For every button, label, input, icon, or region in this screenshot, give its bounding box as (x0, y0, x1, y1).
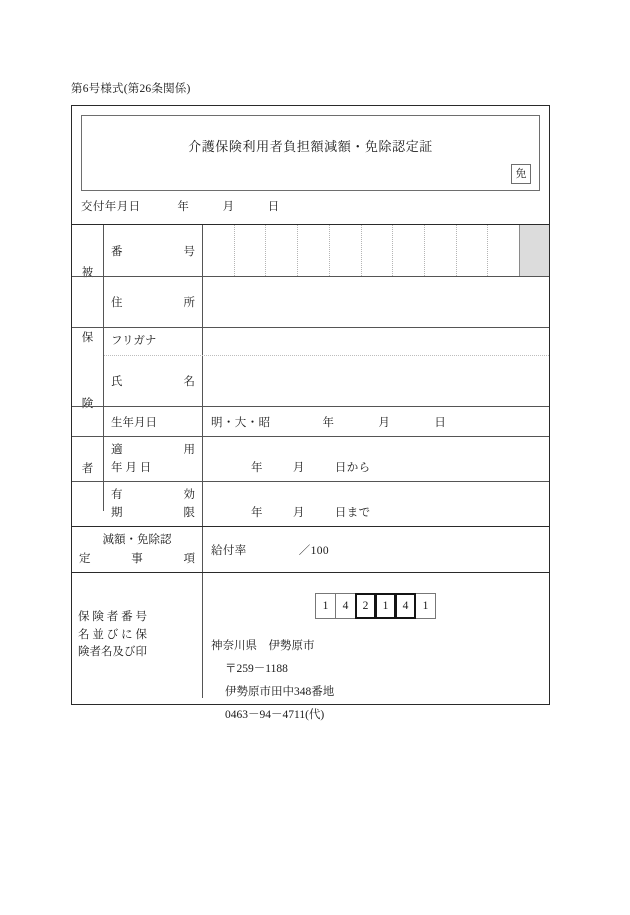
valid-period-month: 月 (292, 507, 305, 519)
form-number-caption: 第6号様式(第26条関係) (71, 83, 191, 95)
insurer-address-line: 0463－94－4711(代) (225, 709, 325, 721)
number-cell[interactable] (488, 225, 519, 276)
valid-period-label-2-left: 期 (111, 507, 123, 519)
form-grid (72, 224, 549, 721)
apply-date-label (104, 437, 203, 481)
apply-date-month: 月 (292, 462, 305, 474)
apply-date-label-left: 適 (111, 443, 123, 456)
reduction-label-2-mid: 事 (131, 552, 143, 565)
valid-period-label-1-right: 効 (183, 488, 195, 501)
row-apply-date (72, 437, 549, 482)
insurer-address-line: 神奈川県 伊勢原市 (211, 640, 315, 652)
row-birthdate (72, 407, 549, 437)
spine-char-1: 被 (81, 266, 94, 279)
insurer-digit: 1 (415, 593, 436, 619)
benefit-rate-label: 給付率 (211, 544, 247, 557)
insurer-body (203, 573, 549, 721)
name-label (104, 356, 203, 406)
issue-date-month: 月 (222, 201, 235, 213)
exemption-stamp-box: 免 (511, 164, 531, 184)
insurer-digit: 1 (315, 593, 336, 619)
address-label-left: 住 (111, 297, 123, 309)
row-address (72, 277, 549, 328)
valid-period-label-1-left: 有 (111, 488, 123, 501)
number-label (104, 225, 203, 276)
birthdate-day: 日 (434, 416, 447, 429)
issue-date-label: 交付年月日 (81, 201, 141, 213)
valid-period-year: 年 (251, 507, 263, 519)
apply-date-label-line2: 年 月 日 (111, 462, 152, 474)
apply-date-value[interactable] (203, 437, 549, 481)
valid-period-label (104, 482, 203, 526)
number-cell[interactable] (425, 225, 457, 276)
insurer-label-line3: 険者名及び印 (78, 646, 147, 659)
number-cell[interactable] (235, 225, 267, 276)
reduction-label-line1: 減額・免除認 (102, 534, 172, 547)
birthdate-label (104, 407, 203, 436)
birthdate-label-text: 生年月日 (111, 416, 157, 429)
name-value[interactable] (203, 356, 549, 406)
insurer-digit: 4 (335, 593, 356, 619)
spine-char-2: 保 (81, 332, 94, 345)
number-cell[interactable] (362, 225, 394, 276)
insurer-label-line1: 保 険 者 番 号 (78, 610, 147, 623)
reduction-label-2-right: 項 (183, 552, 195, 565)
spine-char-4: 者 (81, 463, 94, 476)
birthdate-month: 月 (378, 416, 391, 429)
certificate-frame (71, 105, 550, 721)
address-value[interactable] (203, 277, 549, 327)
valid-period-value[interactable] (203, 482, 549, 526)
furigana-label (104, 328, 203, 356)
reduction-label (72, 527, 203, 572)
row-insurer (72, 573, 549, 721)
valid-period-label-2-right: 限 (183, 507, 195, 519)
valid-period-day: 日まで (334, 507, 371, 519)
row-furigana (72, 328, 549, 356)
number-label-right: 号 (183, 245, 195, 258)
benefit-rate-value: ／100 (298, 544, 330, 557)
row-valid-period (72, 482, 549, 527)
issue-date-year: 年 (177, 201, 190, 213)
insurer-label-line2: 名 並 び に 保 (78, 628, 147, 641)
page-title: 介護保険利用者負担額減額・免除認定証 (188, 139, 433, 154)
insurer-digit: 1 (375, 593, 396, 619)
issue-date-fields (177, 198, 279, 214)
apply-date-label-right: 用 (183, 443, 195, 456)
name-label-left: 氏 (111, 376, 123, 388)
number-shaded-cell (519, 225, 549, 276)
row-name (72, 356, 549, 407)
insurer-address-line: 伊勢原市田中348番地 (225, 686, 335, 698)
number-cell[interactable] (457, 225, 489, 276)
apply-date-day: 日から (334, 462, 371, 474)
insurer-digit: 2 (355, 593, 376, 619)
number-field[interactable] (203, 225, 519, 276)
row-reduction (72, 527, 549, 573)
insurer-label (72, 573, 203, 698)
issue-date-row (72, 198, 549, 224)
birthdate-value[interactable] (203, 407, 549, 436)
name-label-right: 名 (183, 376, 195, 388)
insurer-address-line: 〒259－1188 (225, 663, 288, 675)
insurer-address-block (211, 635, 334, 727)
issue-date-day: 日 (267, 201, 280, 213)
birthdate-year: 年 (322, 416, 335, 429)
spine-char-3: 険 (81, 397, 94, 410)
reduction-label-2-left: 定 (79, 552, 91, 565)
number-cell[interactable] (266, 225, 298, 276)
reduction-value[interactable] (203, 527, 549, 572)
birthdate-era: 明・大・昭 (211, 416, 271, 429)
apply-date-year: 年 (251, 462, 263, 474)
number-cell[interactable] (298, 225, 330, 276)
number-cell[interactable] (330, 225, 362, 276)
number-cell[interactable] (203, 225, 235, 276)
number-cell[interactable] (393, 225, 425, 276)
insurer-number-digits (203, 593, 549, 619)
row-number (72, 225, 549, 277)
title-band (81, 115, 540, 191)
furigana-label-text: フリガナ (111, 335, 157, 347)
number-label-left: 番 (111, 245, 123, 258)
address-label-right: 所 (183, 297, 195, 309)
furigana-value[interactable] (203, 328, 549, 356)
address-label (104, 277, 203, 327)
insurer-digit: 4 (395, 593, 416, 619)
